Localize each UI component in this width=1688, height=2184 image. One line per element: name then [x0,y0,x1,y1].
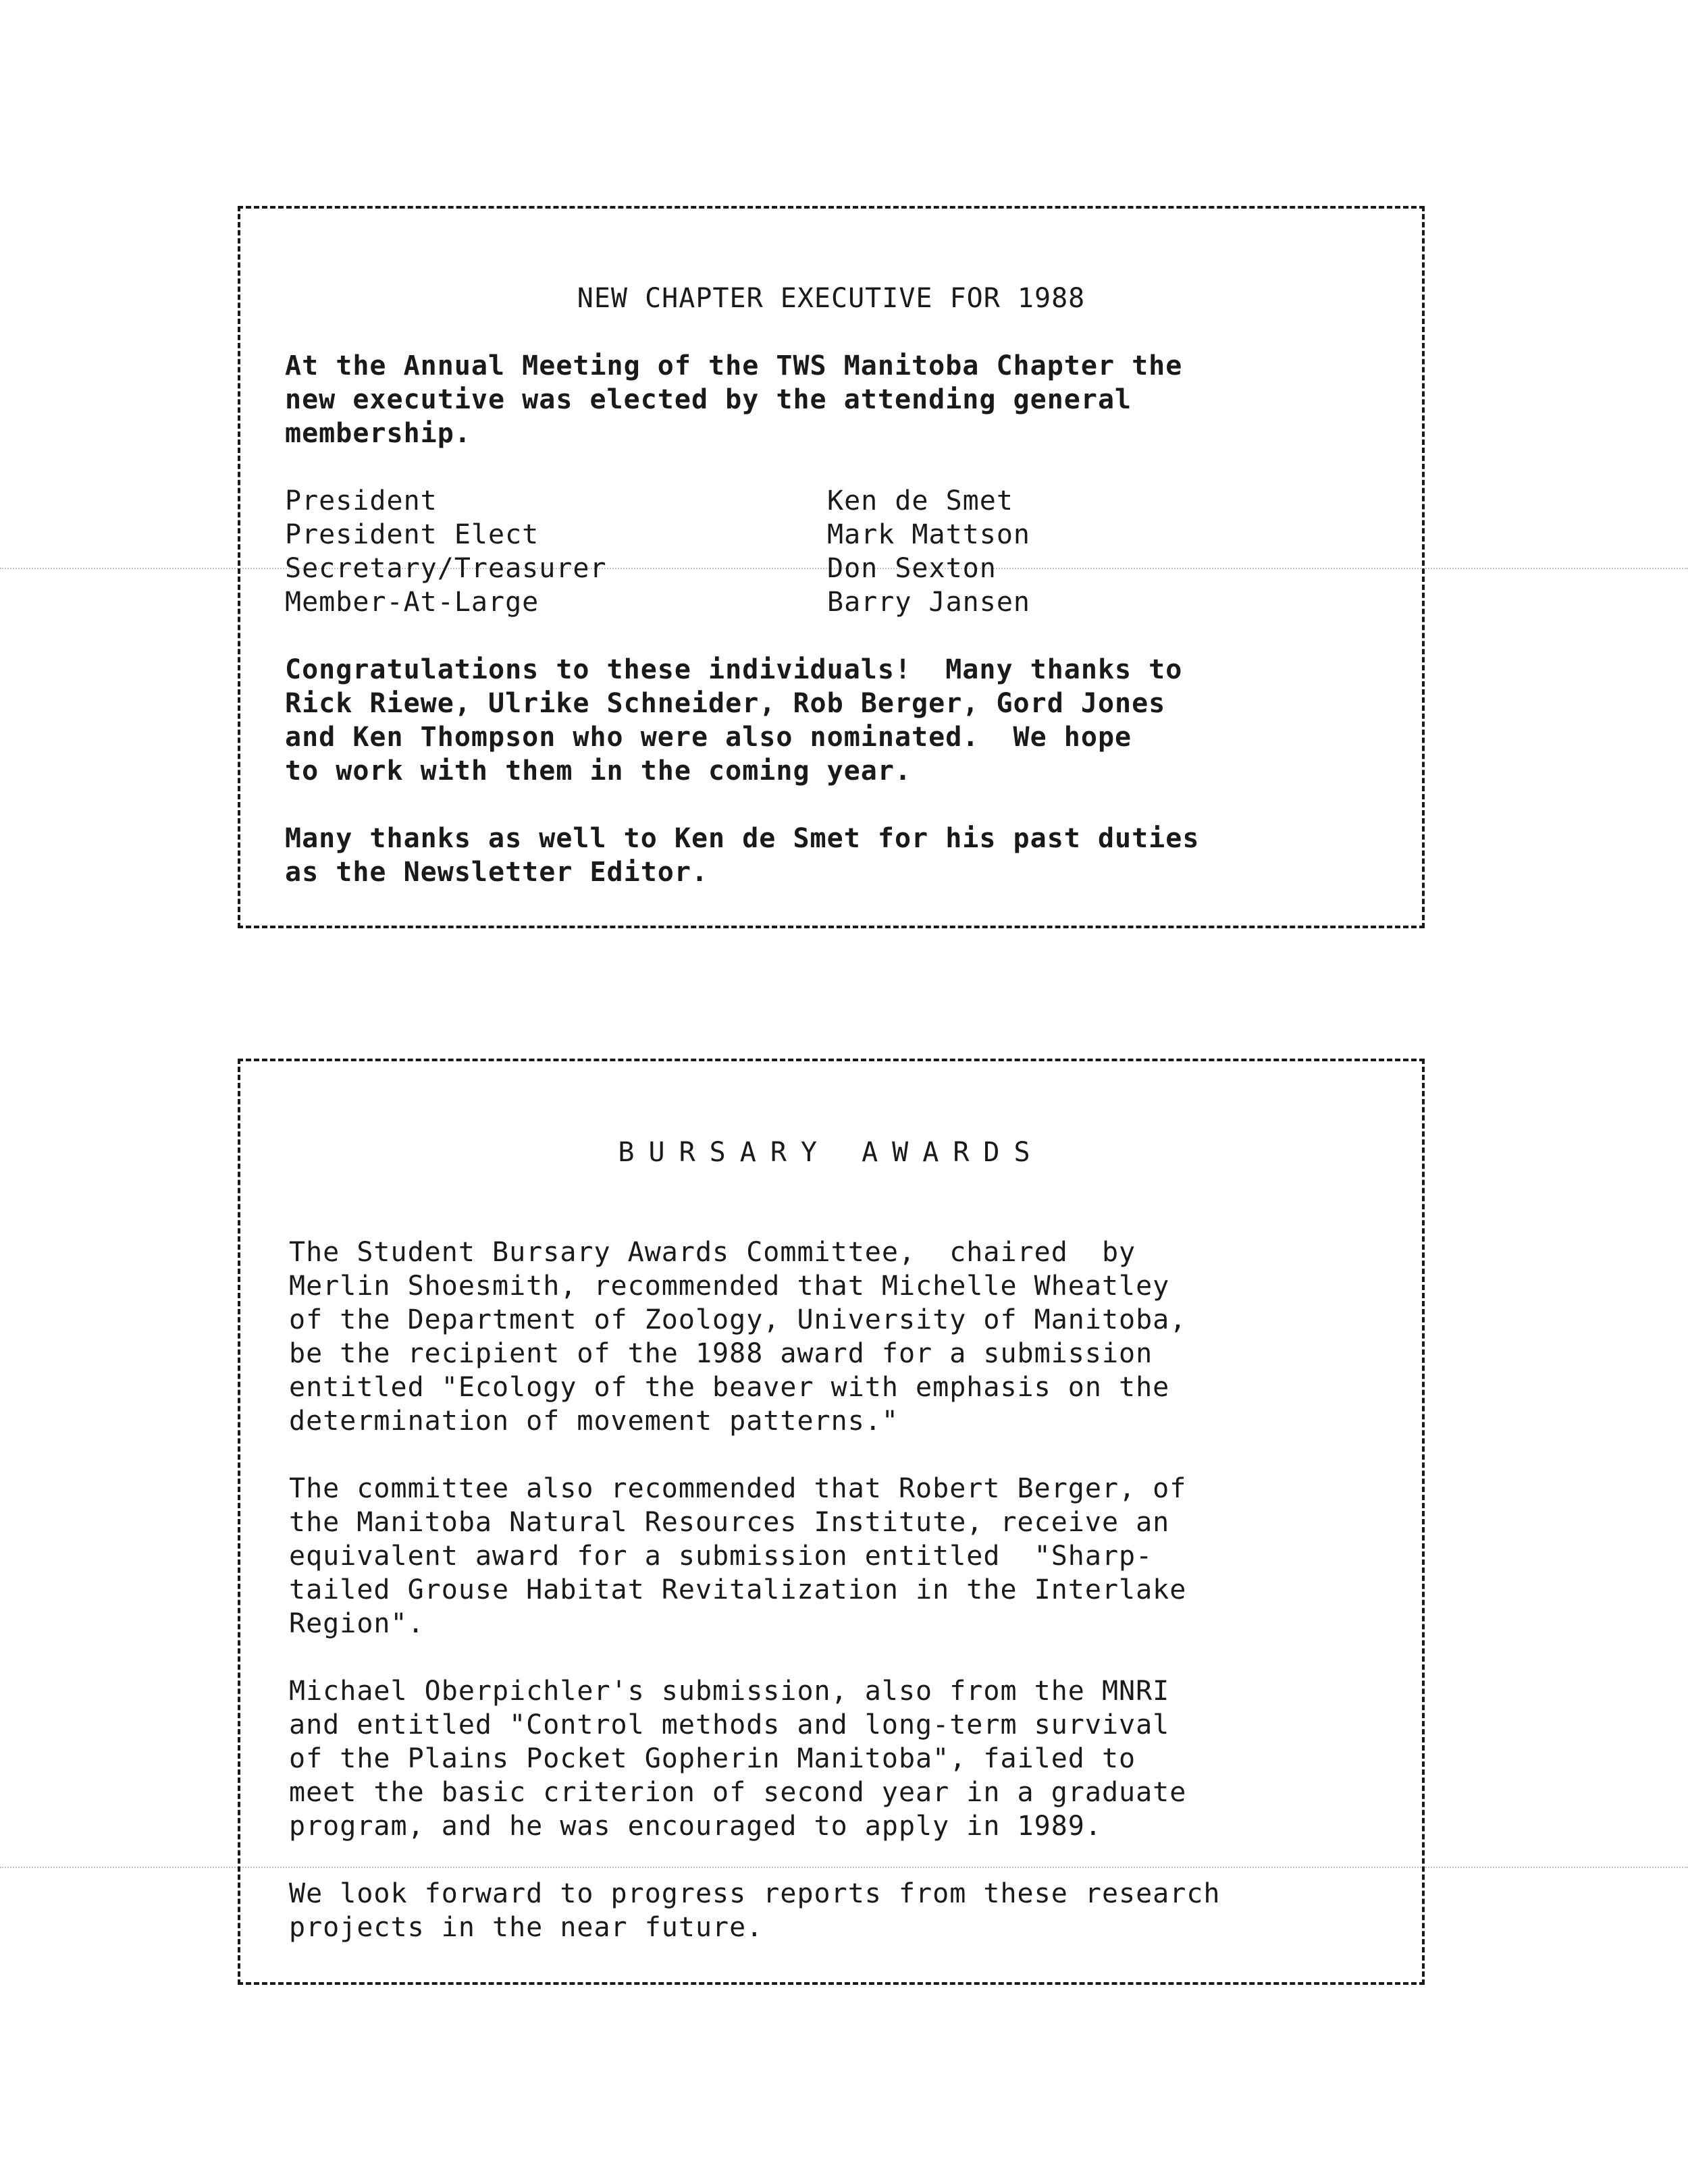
bursary-paragraph: We look forward to progress reports from these research projects in the near future. [289,1878,1221,1943]
bursary-paragraph: The committee also recommended that Robert Berger, of the Manitoba Natural Resources Institute, receive an equivalent award for a submission entitled "Sharp- tailed Grouse Habitat Revitalization in the Interlake Region". [289,1473,1187,1639]
executive-notice-box [238,206,1425,928]
officer-role: President Elect [285,519,539,550]
officer-name: Don Sexton [827,553,997,584]
executive-title: NEW CHAPTER EXECUTIVE FOR 1988 [577,283,1086,314]
officer-role: Member-At-Large [285,587,539,618]
bursary-title: BURSARY AWARDS [618,1137,1045,1168]
officer-row [285,518,1365,552]
executive-congrats: Congratulations to these individuals! Many thanks to Rick Riewe, Ulrike Schneider, Rob Berger, Gord Jones and Ken Thompson who were also nominated. We hope to work with them in the coming year. [285,654,1183,787]
officer-role: President [285,485,438,516]
officer-name: Barry Jansen [827,587,1030,618]
executive-thanks: Many thanks as well to Ken de Smet for his past duties as the Newsletter Editor. [285,823,1200,888]
officer-name: Ken de Smet [827,485,1013,516]
bursary-paragraph: Michael Oberpichler's submission, also from the MNRI and entitled "Control methods and long-term survival of the Plains Pocket Gopherin Manitoba", failed to meet the basic criterion of second year in a graduate program, and he was encouraged to apply in 1989. [289,1676,1187,1842]
bursary-paragraph: The Student Bursary Awards Committee, chaired by Merlin Shoesmith, recommended that Michelle Wheatley of the Department of Zoology, University of Manitoba, be the recipient of the 1988 award for a submission entitled "Ecology of the beaver with emphasis on the determination of movement patterns." [289,1237,1187,1437]
bursary-notice-box [238,1059,1425,1985]
executive-intro: At the Annual Meeting of the TWS Manitoba Chapter the new executive was elected by the attending general membership. [285,350,1183,449]
officer-row [285,585,1365,619]
officer-list [285,484,1365,619]
officer-row [285,552,1365,585]
officer-role: Secretary/Treasurer [285,553,607,584]
officer-row [285,484,1365,518]
officer-name: Mark Mattson [827,519,1030,550]
